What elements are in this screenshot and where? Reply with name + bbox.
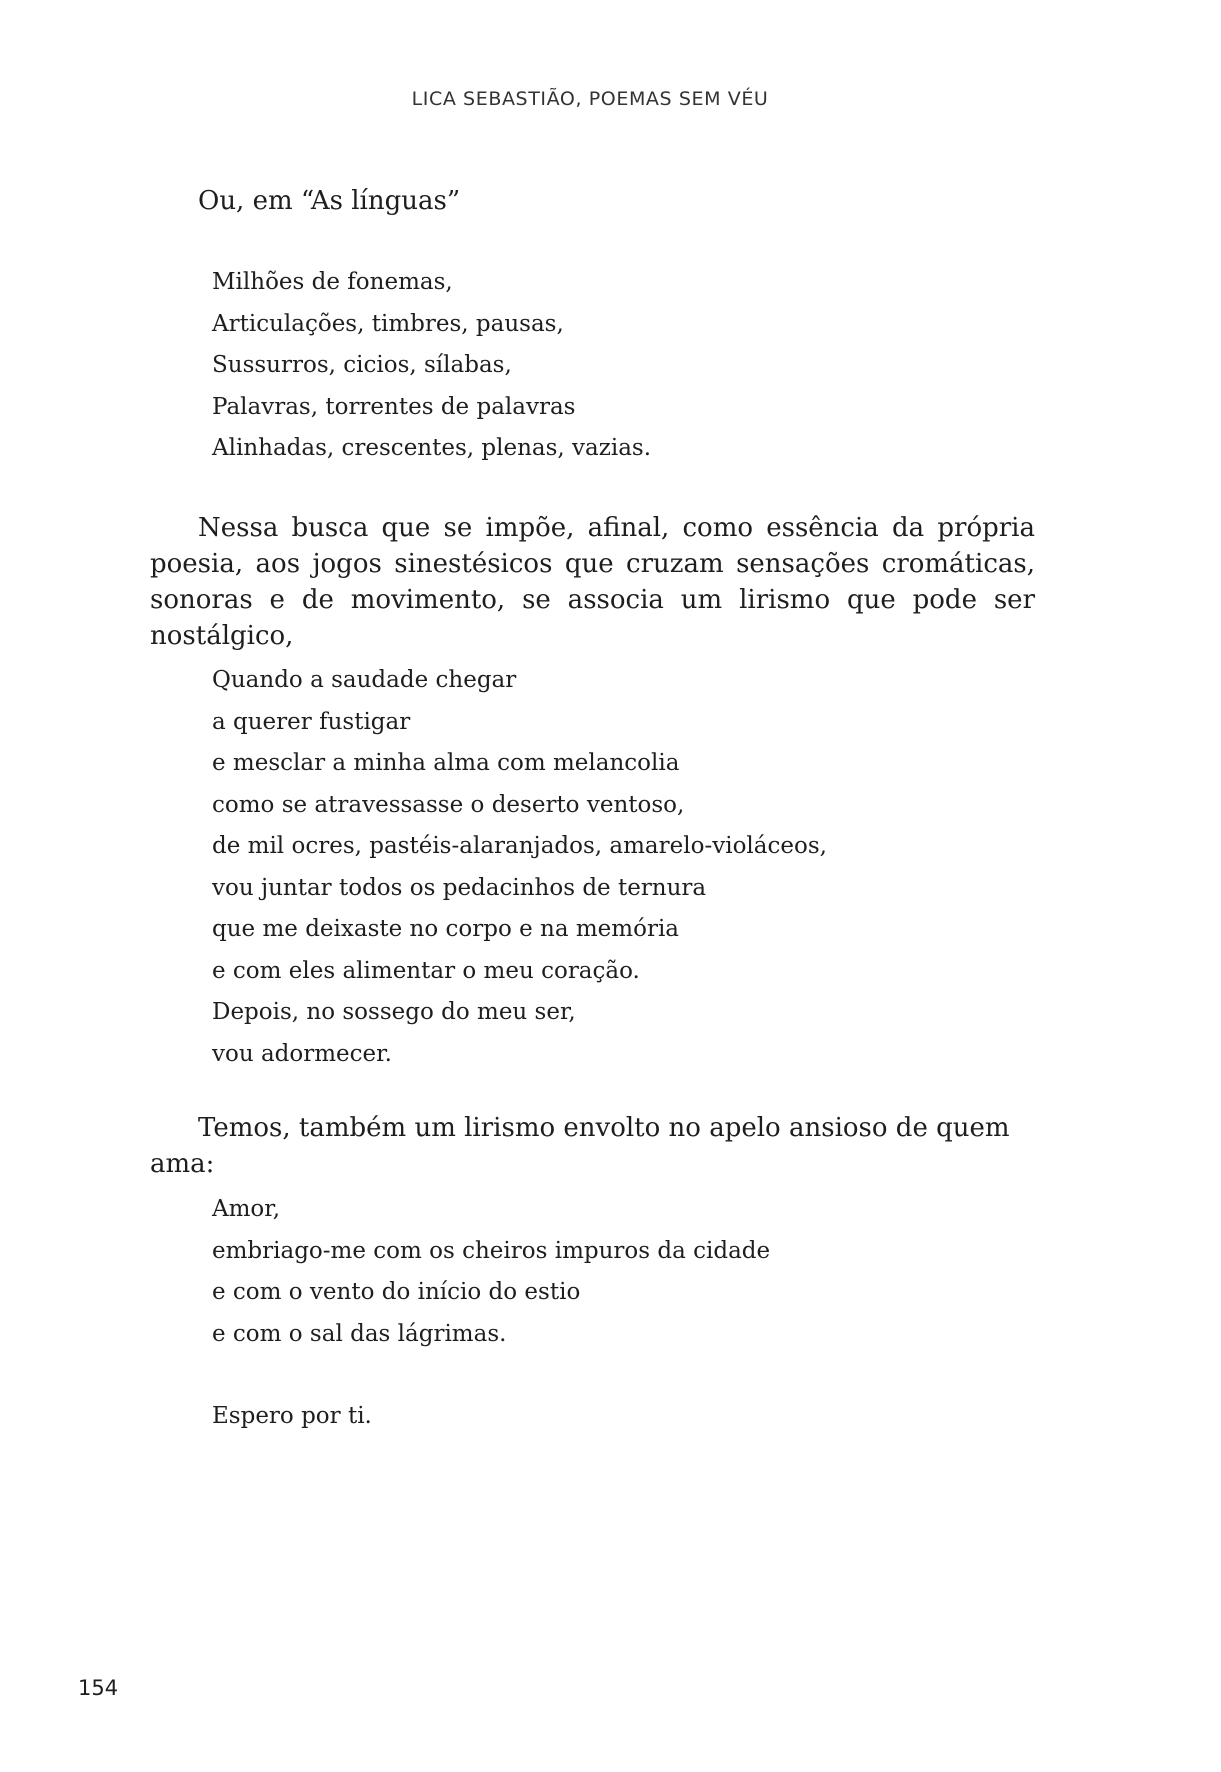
- verse-line: que me deixaste no corpo e na memória: [212, 916, 680, 942]
- poem-stanza-linguas: [212, 262, 651, 470]
- verse-line: Milhões de fonemas,: [212, 269, 453, 295]
- verse-line: e com eles alimentar o meu coração.: [212, 957, 640, 984]
- running-head: LICA SEBASTIÃO, POEMAS SEM VÉU: [411, 88, 769, 110]
- body-paragraph: Temos, também um lirismo envolto no apelo ansioso de quem ama:: [150, 1113, 1010, 1179]
- verse-line: como se atravessasse o deserto ventoso,: [212, 791, 685, 818]
- verse-line: a querer fustigar: [212, 708, 411, 735]
- verse-line: Espero por ti.: [212, 1403, 372, 1429]
- body-paragraph: Nessa busca que se impõe, afinal, como essência da própria poesia, aos jogos sinestésicos que cruzam sensações cromáticas, sonoras e de movimento, se associa um lirismo que pode ser nostálgico,: [150, 513, 1035, 651]
- verse-line: Sussurros, cicios, sílabas,: [212, 352, 512, 378]
- verse-line: e com o vento do início do estio: [212, 1279, 581, 1305]
- verse-line: vou adormecer.: [212, 1040, 392, 1067]
- verse-line: e mesclar a minha alma com melancolia: [212, 750, 680, 776]
- verse-line: vou juntar todos os pedacinhos de ternura: [212, 874, 707, 901]
- poem-stanza-final: [212, 1396, 372, 1438]
- verse-line: Articulações, timbres, pausas,: [212, 310, 564, 337]
- intro-line: Ou, em “As línguas”: [198, 186, 461, 216]
- verse-line: de mil ocres, pastéis-alaranjados, amarelo-violáceos,: [212, 833, 827, 859]
- poem-stanza-amor: [212, 1189, 770, 1355]
- verse-line: Quando a saudade chegar: [212, 667, 517, 693]
- verse-line: Alinhadas, crescentes, plenas, vazias.: [212, 435, 652, 461]
- verse-line: Amor,: [212, 1196, 281, 1222]
- page-number: 154: [78, 1676, 119, 1700]
- verse-line: Palavras, torrentes de palavras: [212, 393, 576, 420]
- poem-stanza-saudade: [212, 660, 827, 1075]
- verse-line: e com o sal das lágrimas.: [212, 1320, 507, 1347]
- verse-line: embriago-me com os cheiros impuros da cidade: [212, 1237, 771, 1264]
- verse-line: Depois, no sossego do meu ser,: [212, 999, 576, 1025]
